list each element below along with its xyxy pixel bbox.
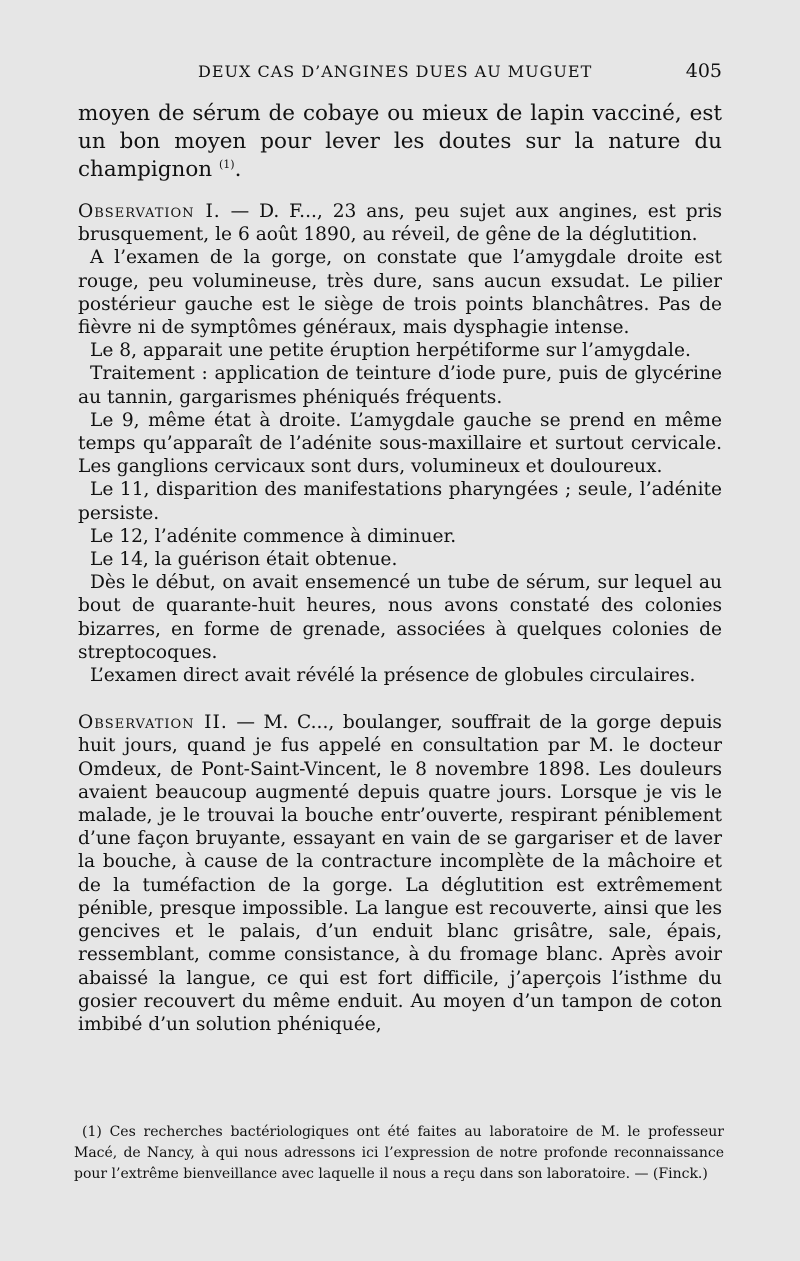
observation-1-paragraph: Le 12, l’adénite commence à diminuer. xyxy=(90,525,457,547)
footnote-ref: (1) xyxy=(218,157,235,171)
observation-2 xyxy=(78,711,722,1036)
body-text xyxy=(78,100,722,1036)
observation-1-paragraph: Le 14, la guérison était obtenue. xyxy=(90,549,398,571)
lead-paragraph xyxy=(78,100,722,184)
observation-1-paragraph: A l’examen de la gorge, on constate que l’amygdale droite est rouge, peu volumineuse, très dure, sans aucun exsudat. Le pilier postérieur gauche est le siège de trois points blanchâtres. Pas de fièvre ni de symptômes généraux, mais dysphagie intense. xyxy=(78,247,722,339)
observation-1-paragraph: Dès le début, on avait ensemencé un tube de sérum, sur lequel au bout de quarante-huit heures, nous avons constaté des colonies bizarres, en forme de grenade, associées à quelques colonies de streptocoques. xyxy=(78,572,722,663)
page-number: 405 xyxy=(685,60,722,82)
observation-1-paragraph: Le 9, même état à droite. L’amygdale gauche se prend en même temps qu’apparaît de l’adénite sous-maxillaire et surtout cervicale. Les ganglions cervicaux sont durs, volumineux et douloureux. xyxy=(78,409,722,478)
footnote: (1) Ces recherches bactériologiques ont été faites au laboratoire de M. le professeur Macé, de Nancy, à qui nous adressons ici l’expression de notre profonde reconnaissance pour l’extrême bienveillance avec laquelle il nous a reçu dans son laboratoire. — (Finck.) xyxy=(74,1124,724,1182)
observation-2-label: Observation II. xyxy=(78,712,228,734)
observation-1-heading xyxy=(78,200,722,246)
running-title: DEUX CAS D’ANGINES DUES AU MUGUET xyxy=(198,62,593,81)
observation-1-intro: — D. F..., 23 ans, peu sujet aux angines, est pris brusquement, le 6 août 1890, au réveil, de gêne de la déglutition. xyxy=(78,201,722,246)
observation-1-label: Observation I. xyxy=(78,201,221,222)
observation-2-text: — M. C..., boulanger, souffrait de la gorge depuis huit jours, quand je fus appelé en consultation par M. le docteur Omdeux, de Pont-Saint-Vincent, le 8 novembre 1898. Les douleurs avaient beaucoup augmenté depuis quatre jours. Lorsque je vis le malade, je le trouvai la bouche entr’ouverte, respirant péniblement d’une façon bruyante, essayant en vain de se gargariser et de laver la bouche, à cause de la contracture incomplète de la mâchoire et de la tuméfaction de la gorge. La déglutition est extrêmement pénible, presque impossible. La langue est recouverte, ainsi que les gencives et le palais, d’un enduit blanc grisâtre, sale, épais, ressemblant, comme consistance, à du fromage blanc. Après avoir abaissé la langue, ce qui est fort difficile, j’aperçois l’isthme du gosier recouvert du même enduit. Au moyen d’un tampon de coton imbibé d’un solution phéniquée, xyxy=(78,712,722,1035)
observation-1-paragraph: Le 11, disparition des manifestations pharyngées ; seule, l’adénite persiste. xyxy=(78,479,722,524)
observation-1-paragraph: L’examen direct avait révélé la présence de globules circulaires. xyxy=(90,665,696,687)
page-header xyxy=(80,60,722,86)
observation-1-paragraph: Traitement : application de teinture d’iode pure, puis de glycérine au tannin, gargarismes phéniqués fréquents. xyxy=(78,363,722,408)
observation-1-paragraph: Le 8, apparait une petite éruption herpétiforme sur l’amygdale. xyxy=(90,340,691,362)
lead-text: moyen de sérum de cobaye ou mieux de lapin vacciné, est un bon moyen pour lever les doutes sur la nature du champignon xyxy=(78,101,722,182)
lead-end: . xyxy=(234,157,242,182)
